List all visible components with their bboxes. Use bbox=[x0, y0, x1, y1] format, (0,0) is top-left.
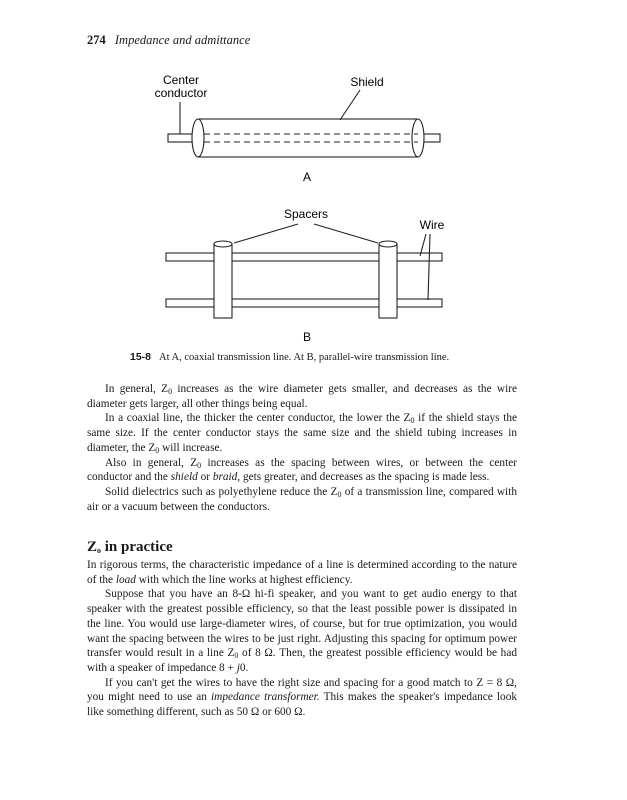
wire-pointer-bottom bbox=[428, 234, 430, 300]
spacers-pointer-right bbox=[314, 224, 378, 243]
label-spacers: Spacers bbox=[283, 207, 329, 221]
spacer-right bbox=[379, 244, 397, 318]
caption-number: 15-8 bbox=[130, 351, 152, 363]
wire-top bbox=[166, 253, 442, 261]
figure-15-8 bbox=[0, 0, 627, 350]
coax-shield bbox=[198, 119, 418, 157]
paragraph-5: In rigorous terms, the characteristic impedance of a line is determined according to the nature of the load with which the line works at highest efficiency. bbox=[87, 559, 517, 586]
paragraph-3: Also in general, $Z_0$ increases as the spacing between wires, or between the center conductor and the shield or braid, gets greater, and decreases as the spacing is made less. bbox=[87, 456, 517, 484]
shield-pointer bbox=[340, 90, 360, 120]
spacer-left bbox=[214, 244, 232, 318]
paragraph-1: In general, $Z_0$ increases as the wire diameter gets smaller, and decreases as the wire diameter gets larger, all other things being equal. bbox=[87, 383, 518, 410]
body-section-1 bbox=[87, 382, 517, 514]
label-a: A bbox=[302, 170, 312, 184]
section-heading: $Z_o$ in practice bbox=[87, 539, 173, 555]
spacers-pointer-left bbox=[234, 224, 298, 243]
caption-text: At A, coaxial transmission line. At B, parallel-wire transmission line. bbox=[159, 352, 450, 363]
label-wire: Wire bbox=[419, 218, 445, 232]
paragraph-7: If you can't get the wires to have the right size and spacing for a good match to Z = 8 Ω, you might need to use an impedance transformer. This makes the speaker's impedance look like something different, such as 50 Ω or 600 Ω. bbox=[87, 676, 518, 719]
shield-right-end bbox=[412, 119, 424, 157]
figure-caption bbox=[130, 351, 449, 363]
shield-left-end bbox=[192, 119, 204, 157]
coax-diagram bbox=[168, 90, 440, 157]
label-center: Center bbox=[162, 73, 200, 87]
paragraph-4: Solid dielectrics such as polyethylene reduce the $Z_0$ of a transmission line, compared with air or a vacuum between the conductors. bbox=[87, 485, 517, 513]
spacer-left-top bbox=[214, 241, 232, 247]
paragraph-2: In a coaxial line, the thicker the center conductor, the lower the $Z_0$ if the shield stays the same size. If the center conductor stays the same size and the shield tubing increases in diameter, the $Z_0$ will increase. bbox=[87, 412, 517, 455]
label-shield: Shield bbox=[350, 75, 384, 89]
paragraph-6: Suppose that you have an 8-Ω hi-fi speaker, and you want to get audio energy to that speaker with the greatest possible efficiency, so that the least possible power is dissipated in the line. You would use large-diameter wires, of course, but for true optimization, you would want the spacing between the wires to be just right. Adjusting this spacing for optimum power transfer would result in a line $Z_0$ of 8 Ω. Then, the greatest possible efficiency would be had with a speaker of impedance 8 + j0. bbox=[87, 588, 517, 674]
running-title: Impedance and admittance bbox=[114, 33, 251, 47]
parallel-wire-diagram bbox=[166, 224, 442, 318]
label-conductor: conductor bbox=[154, 86, 208, 100]
body-section-2 bbox=[87, 558, 517, 720]
page-number: 274 bbox=[87, 33, 106, 47]
label-b: B bbox=[302, 330, 312, 344]
wire-bottom bbox=[166, 299, 442, 307]
spacer-right-top bbox=[379, 241, 397, 247]
